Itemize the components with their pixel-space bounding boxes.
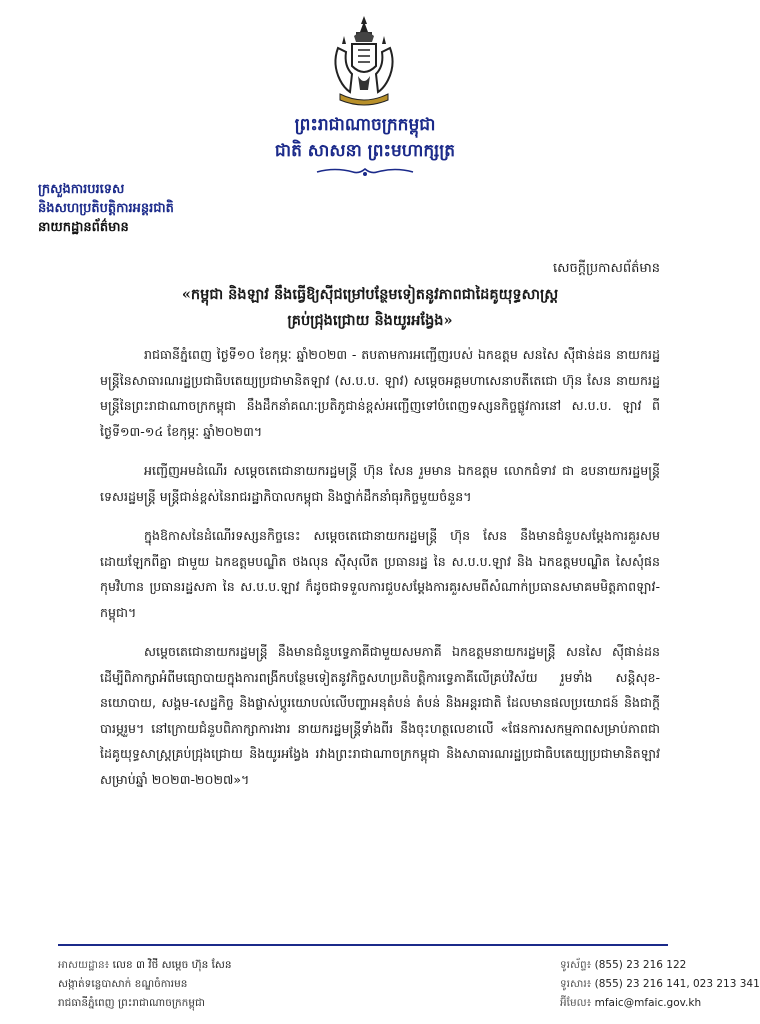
ministry-name-line1: ក្រសួងការបរទេស	[38, 182, 125, 197]
phone-label: ទូរស័ព្ទ៖	[560, 959, 592, 971]
body-paragraph-1: រាជធានីភ្នំពេញ ថ្ងៃទី១០ ខែកុម្ភៈ ឆ្នាំ២០២៣ - តបតាមការអញ្ជើញរបស់ ឯកឧត្តម សនសៃ ស៊ីផាន់ដន នាយករដ្ឋមន្ត្រីនៃសាធារណរដ្ឋប្រជាធិបតេយ្យប្រជាមានិតឡាវ (ស.ប.ប. ឡាវ) សម្តេចអគ្គមហាសេនាបតីតេជោ ហ៊ុន សែន នាយករដ្ឋមន្ត្រីនៃព្រះរាជាណាចក្រកម្ពុជា នឹងដឹកនាំគណៈប្រតិភូជាន់ខ្ពស់អញ្ជើញទៅបំពេញទស្សនកិច្ចផ្លូវការនៅ ស.ប.ប. ឡាវ ពីថ្ងៃទី១៣-១៤ ខែកុម្ភៈ ឆ្នាំ២០២៣។	[100, 347, 660, 439]
address-row	[58, 956, 388, 975]
footer-divider	[58, 944, 668, 946]
fax-value: (855) 23 216 141, 023 213 341	[594, 978, 760, 990]
press-release-title	[90, 282, 650, 334]
footer-address	[58, 956, 388, 1013]
title-line1: «កម្ពុជា និងឡាវ នឹងធ្វើឱ្យស៊ីជម្រៅបន្ថែមទៀតនូវភាពជាដៃគូយុទ្ធសាស្ត្រ	[181, 286, 559, 303]
address-value: លេខ ៣ វិថី សម្តេច ហ៊ុន សែន	[112, 959, 232, 971]
email-label: អ៊ីមែល៖	[560, 997, 592, 1009]
press-release-body	[100, 342, 660, 806]
national-motto: ជាតិ សាសនា ព្រះមហាក្សត្រ	[274, 141, 456, 161]
body-paragraph-4: សម្តេចតេជោនាយករដ្ឋមន្ត្រី នឹងមានជំនួបទ្វេភាគីជាមួយសមភាគី ឯកឧត្តមនាយករដ្ឋមន្ត្រី សនសៃ ស៊ីផាន់ដន ដើម្បីពិភាក្សាអំពីមធ្យោបាយក្នុងការពង្រីកបន្ថែមទៀតនូវកិច្ចសហប្រតិបត្តិការទ្វេភាគីលើគ្រប់វិស័យ រួមទាំង សន្តិសុខ-នយោបាយ, សង្គម-សេដ្ឋកិច្ច និងផ្លាស់ប្តូរយោបល់លើបញ្ហាអនុតំបន់ តំបន់ និងអន្តរជាតិ ដែលមានផលប្រយោជន៍ និងជាក្តីបារម្ភរួម។ នៅក្រោយជំនួបពិភាក្សាការងារ នាយករដ្ឋមន្ត្រីទាំងពីរ នឹងចុះហត្ថលេខាលើ «ផែនការសកម្មភាពសម្រាប់ភាពជាដៃគូយុទ្ធសាស្ត្រគ្រប់ជ្រុងជ្រោយ និងយូរអង្វែង រវាងព្រះរាជាណាចក្រកម្ពុជា និងសាធារណរដ្ឋប្រជាធិបតេយ្យប្រជាមានិតឡាវ សម្រាប់ឆ្នាំ ២០២៣-២០២៧»។	[100, 644, 660, 787]
address-label: អាសយដ្ឋាន៖	[58, 959, 110, 971]
email-row	[560, 994, 720, 1013]
phone-row	[560, 956, 720, 975]
department-name: នាយកដ្ឋានព័ត៌មាន	[38, 220, 129, 235]
kingdom-name: ព្រះរាជាណាចក្រកម្ពុជា	[294, 115, 436, 135]
footer-contact	[560, 956, 760, 1013]
royal-coat-of-arms-icon	[328, 14, 400, 110]
khmer-ornament-divider-icon	[315, 166, 415, 178]
title-line2: គ្រប់ជ្រុងជ្រោយ និងយូរអង្វែង»	[287, 312, 453, 329]
body-paragraph-3: ក្នុងឱកាសនៃដំណើរទស្សនកិច្ចនេះ សម្តេចតេជោនាយករដ្ឋមន្ត្រី ហ៊ុន សែន នឹងមានជំនួបសម្តែងការគួរសមដោយឡែកពីគ្នា ជាមួយ ឯកឧត្តមបណ្ឌិត ថងលុន ស៊ីសុលីត ប្រធានរដ្ឋ នៃ ស.ប.ប.ឡាវ និង ឯកឧត្តមបណ្ឌិត សៃសុំផន កុមវិហាន ប្រធានរដ្ឋសភា នៃ ស.ប.ប.ឡាវ ក៏ដូចជាទទួលការជួបសម្តែងការគួរសមពីសំណាក់ប្រធានសមាគមមិត្តភាពឡាវ-កម្ពុជា។	[100, 528, 660, 620]
email-value: mfaic@mfaic.gov.kh	[594, 997, 702, 1009]
ministry-name-line2: និងសហប្រតិបត្តិការអន្តរជាតិ	[38, 201, 174, 216]
kingdom-header	[250, 112, 480, 164]
body-paragraph-2: អញ្ជើញអមដំណើរ សម្តេចតេជោនាយករដ្ឋមន្ត្រី ហ៊ុន សែន រួមមាន ឯកឧត្តម លោកជំទាវ ជា ឧបនាយករដ្ឋមន្ត្រី ទេសរដ្ឋមន្ត្រី មន្ត្រីជាន់ខ្ពស់នៃរាជរដ្ឋាភិបាលកម្ពុជា និងថ្នាក់ដឹកនាំធុរកិច្ចមួយចំនួន។	[100, 463, 660, 504]
address-line-3: រាជធានីភ្នំពេញ ព្រះរាជាណាចក្រកម្ពុជា	[58, 997, 205, 1009]
phone-value: (855) 23 216 122	[594, 959, 687, 971]
address-line-2: សង្កាត់ទន្លេបាសាក់ ខណ្ឌចំការមន	[58, 978, 188, 990]
fax-row	[560, 975, 760, 994]
ministry-header	[38, 180, 288, 237]
document-type-label: សេចក្តីប្រកាសព័ត៌មាន	[552, 261, 660, 276]
fax-label: ទូរសារ៖	[560, 978, 592, 990]
